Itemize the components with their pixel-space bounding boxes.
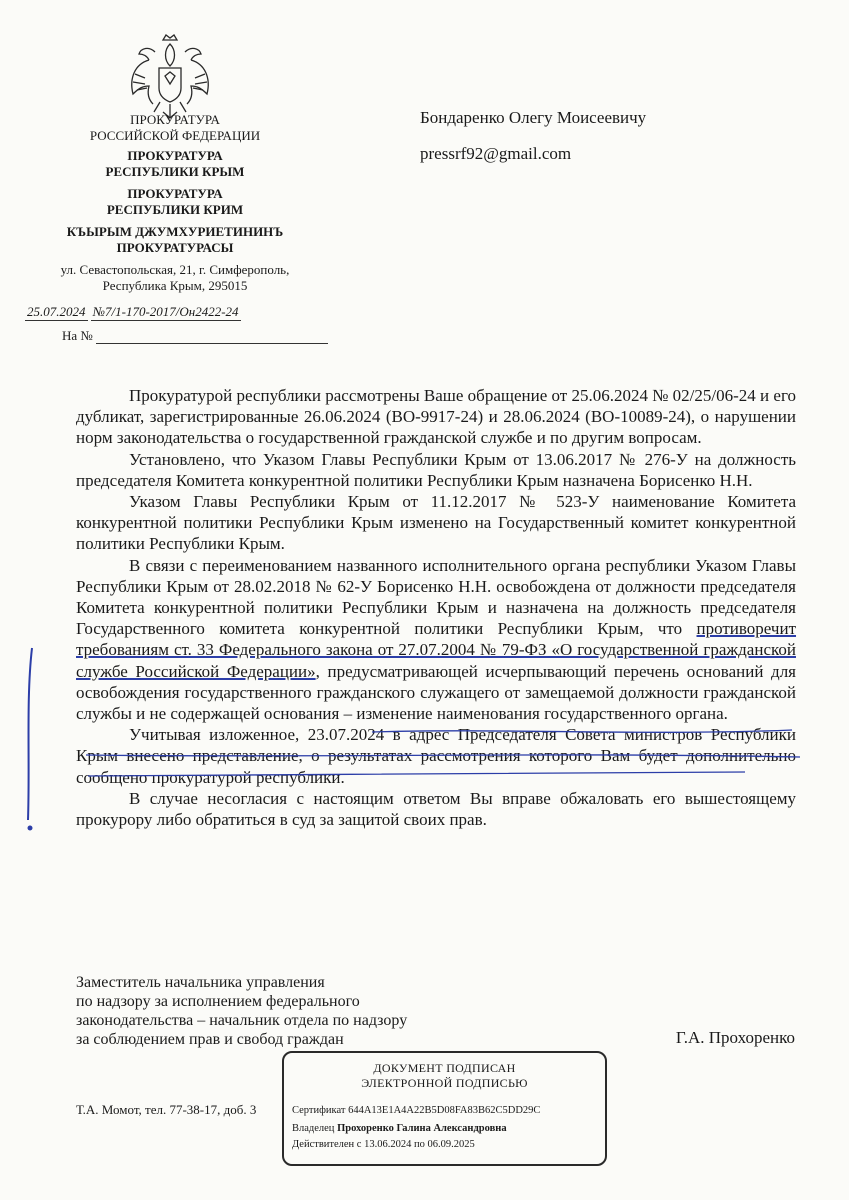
- registration-number: №7/1-170-2017/Он2422-24: [92, 304, 239, 319]
- signer-title-line: по надзору за исполнением федерального: [76, 993, 360, 1010]
- paragraph: Установлено, что Указом Главы Республики Крым от 13.06.2017 № 276-У на должность председателя Комитета конкурентной политики Республики Крым назначена Борисенко Н.Н.: [76, 449, 796, 490]
- stamp-title-line: ДОКУМЕНТ ПОДПИСАН: [373, 1061, 516, 1075]
- reference-line: [62, 328, 328, 344]
- stamp-value: с 13.06.2024 по 06.09.2025: [356, 1139, 475, 1150]
- stamp-certificate: [292, 1105, 540, 1116]
- stamp-value: Прохоренко Галина Александровна: [337, 1123, 507, 1134]
- executor-contact: Т.А. Момот, тел. 77-38-17, доб. 3: [76, 1102, 257, 1117]
- margin-pen-dot: [28, 826, 33, 831]
- issuer-line: ПРОКУРАТУРА: [130, 112, 220, 127]
- paragraph: Учитывая изложенное, 23.07.2024 в адрес Председателя Совета министров Республики Крым внесено представление, о результатах рассмотрения которого Вам будет дополнительно сообщено прокуратурой республики.: [76, 725, 796, 787]
- signer-title-line: Заместитель начальника управления: [76, 974, 325, 991]
- paragraph: В случае несогласия с настоящим ответом Вы вправе обжаловать его вышестоящему прокурору либо обратиться в суд за защитой своих прав.: [76, 788, 796, 830]
- underlined-passage: противоречит требованиям ст. 33 Федерального закона от 27.07.2004 № 79-ФЗ «О государственной гражданской службе Российской Федерации»: [76, 619, 797, 681]
- issuer-name-crimea-ru: [20, 148, 330, 180]
- issuer-line: ПРОКУРАТУРАСЫ: [116, 240, 234, 255]
- addressee-name: Бондаренко Олегу Моисеевичу: [420, 108, 647, 127]
- margin-pen-line: [28, 648, 32, 820]
- stamp-validity: [292, 1139, 475, 1150]
- registration-date: 25.07.2024: [27, 304, 86, 319]
- address-line: Республика Крым, 295015: [102, 278, 248, 293]
- reference-label: На №: [62, 328, 93, 343]
- paragraph-part: В связи с переименованием названного исполнительного органа республики Указом Главы Республики Крым от 28.02.2018 № 62-У Борисенко Н.Н. освобождена от должности председателя Комитета конкурентной политики Республики Крым и назначена на должность председателя Государственного комитета конкурентной политики Республики Крым, что: [76, 555, 796, 639]
- issuer-address: [20, 262, 330, 294]
- stamp-label: Действителен: [292, 1139, 355, 1150]
- issuer-name-crimean-tatar: [20, 224, 330, 256]
- stamp-title-line: ЭЛЕКТРОННОЙ ПОДПИСЬЮ: [361, 1076, 528, 1090]
- issuer-line: РЕСПУБЛИКИ КРИМ: [106, 202, 244, 217]
- double-headed-eagle-emblem-icon: [125, 30, 215, 125]
- stamp-owner: [292, 1123, 507, 1134]
- issuer-line: ПРОКУРАТУРА: [127, 186, 223, 201]
- issuer-line: КЪЫРЫМ ДЖУМХУРИЕТИНИНЪ: [66, 224, 284, 239]
- address-line: ул. Севастопольская, 21, г. Симферополь,: [60, 262, 290, 277]
- issuer-line: РЕСПУБЛИКИ КРЫМ: [105, 164, 245, 179]
- signer-title-line: за соблюдением прав и свобод граждан: [76, 1031, 344, 1048]
- stamp-label: Владелец: [292, 1123, 335, 1134]
- addressee-email: pressrf92@gmail.com: [420, 144, 572, 163]
- letter-body: [76, 385, 796, 830]
- signer-title: [76, 973, 407, 1049]
- registration-line: [25, 304, 241, 321]
- issuer-name-ru: [20, 112, 330, 144]
- paragraph: [76, 555, 796, 725]
- paragraph-part: , предусматривающей исчерпывающий перечень оснований для освобождения государственного гражданского служащего от замещаемой должности гражданской службы и не содержащей основания – изменение наименования государственного органа.: [76, 661, 796, 724]
- paragraph: Указом Главы Республики Крым от 11.12.2017 № 523-У наименование Комитета конкурентной политики Республики Крым изменено на Государственный комитет конкурентной политики Республики Крым.: [76, 492, 796, 554]
- stamp-title: [284, 1061, 605, 1091]
- reference-blank: [96, 331, 328, 344]
- paragraph: Прокуратурой республики рассмотрены Ваше обращение от 25.06.2024 № 02/25/06-24 и его дубликат, зарегистрированные 26.06.2024 (ВО-9917-24) и 28.06.2024 (ВО-10089-24), о нарушении норм законодательства о государственной гражданской службе и по другим вопросам.: [76, 386, 796, 448]
- electronic-signature-stamp: [282, 1051, 607, 1166]
- issuer-line: ПРОКУРАТУРА: [127, 148, 223, 163]
- stamp-value: 644A13E1A4A22B5D08FA83B62C5DD29C: [348, 1105, 541, 1116]
- issuer-name-crimea-uk: [20, 186, 330, 218]
- signer-title-line: законодательства – начальник отдела по надзору: [76, 1012, 408, 1029]
- issuer-line: РОССИЙСКОЙ ФЕДЕРАЦИИ: [89, 128, 261, 143]
- stamp-label: Сертификат: [292, 1105, 346, 1116]
- signer-name: Г.А. Прохоренко: [675, 1028, 795, 1047]
